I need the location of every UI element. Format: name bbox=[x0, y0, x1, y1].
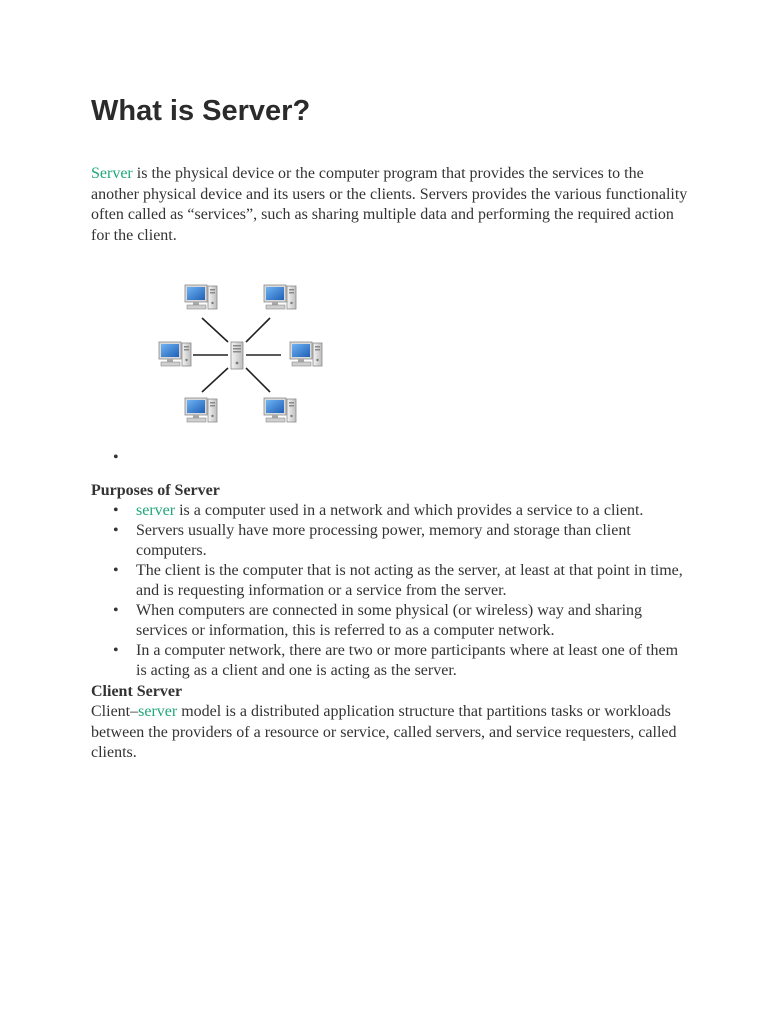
client-server-paragraph bbox=[91, 702, 691, 764]
desktop-computer-icon bbox=[290, 342, 322, 366]
intro-paragraph bbox=[91, 164, 691, 246]
list-item-text: The client is the computer that is not acting as the server, at least at that point in time, and is requesting information or a service from the server. bbox=[136, 562, 683, 599]
list-item-text: is a computer used in a network and which provides a service to a client. bbox=[175, 502, 644, 519]
list-item bbox=[91, 521, 691, 561]
server-link[interactable]: server bbox=[136, 502, 176, 519]
desktop-computer-icon bbox=[264, 285, 296, 309]
desktop-computer-icon bbox=[185, 285, 217, 309]
client-server-heading: Client Server bbox=[91, 683, 183, 700]
network-diagram bbox=[157, 280, 327, 432]
list-item bbox=[91, 561, 691, 601]
bullet-dot: • bbox=[113, 642, 119, 659]
list-item-text: Servers usually have more processing power, memory and storage than client computers. bbox=[136, 522, 631, 559]
bullet-dot: • bbox=[113, 522, 119, 539]
list-item bbox=[91, 641, 691, 681]
empty-bullet: • bbox=[113, 449, 119, 466]
desktop-computer-icon bbox=[159, 342, 191, 366]
list-item-text: In a computer network, there are two or more participants where at least one of them is acting as a client and one is acting as the server. bbox=[136, 642, 679, 679]
list-item bbox=[91, 601, 691, 641]
purposes-heading: Purposes of Server bbox=[91, 482, 220, 499]
server-link[interactable]: Server bbox=[91, 165, 133, 182]
page-title: What is Server? bbox=[91, 95, 311, 127]
intro-text: is the physical device or the computer program that provides the services to the another physical device and its users or the clients. Servers provides the various functionality often called as “services”, such as sharing multiple data and performing the required action for the client. bbox=[91, 165, 688, 244]
server-tower-icon bbox=[231, 342, 243, 369]
list-item-text: When computers are connected in some physical (or wireless) way and sharing services or information, this is referred to as a computer network. bbox=[136, 602, 643, 639]
bullet-dot: • bbox=[113, 602, 119, 619]
purposes-list bbox=[91, 501, 691, 681]
server-link[interactable]: server bbox=[138, 703, 178, 720]
list-item bbox=[91, 501, 691, 521]
connection-line bbox=[246, 368, 270, 392]
connection-line bbox=[202, 318, 228, 342]
desktop-computer-icon bbox=[264, 398, 296, 422]
connection-line bbox=[202, 368, 228, 392]
client-server-text: model is a distributed application structure that partitions tasks or workloads between the providers of a resource or service, called servers, and service requesters, called clients. bbox=[91, 703, 677, 761]
desktop-computer-icon bbox=[185, 398, 217, 422]
bullet-dot: • bbox=[113, 502, 119, 519]
bullet-dot: • bbox=[113, 562, 119, 579]
client-prefix: Client– bbox=[91, 703, 139, 720]
connection-line bbox=[246, 318, 270, 342]
